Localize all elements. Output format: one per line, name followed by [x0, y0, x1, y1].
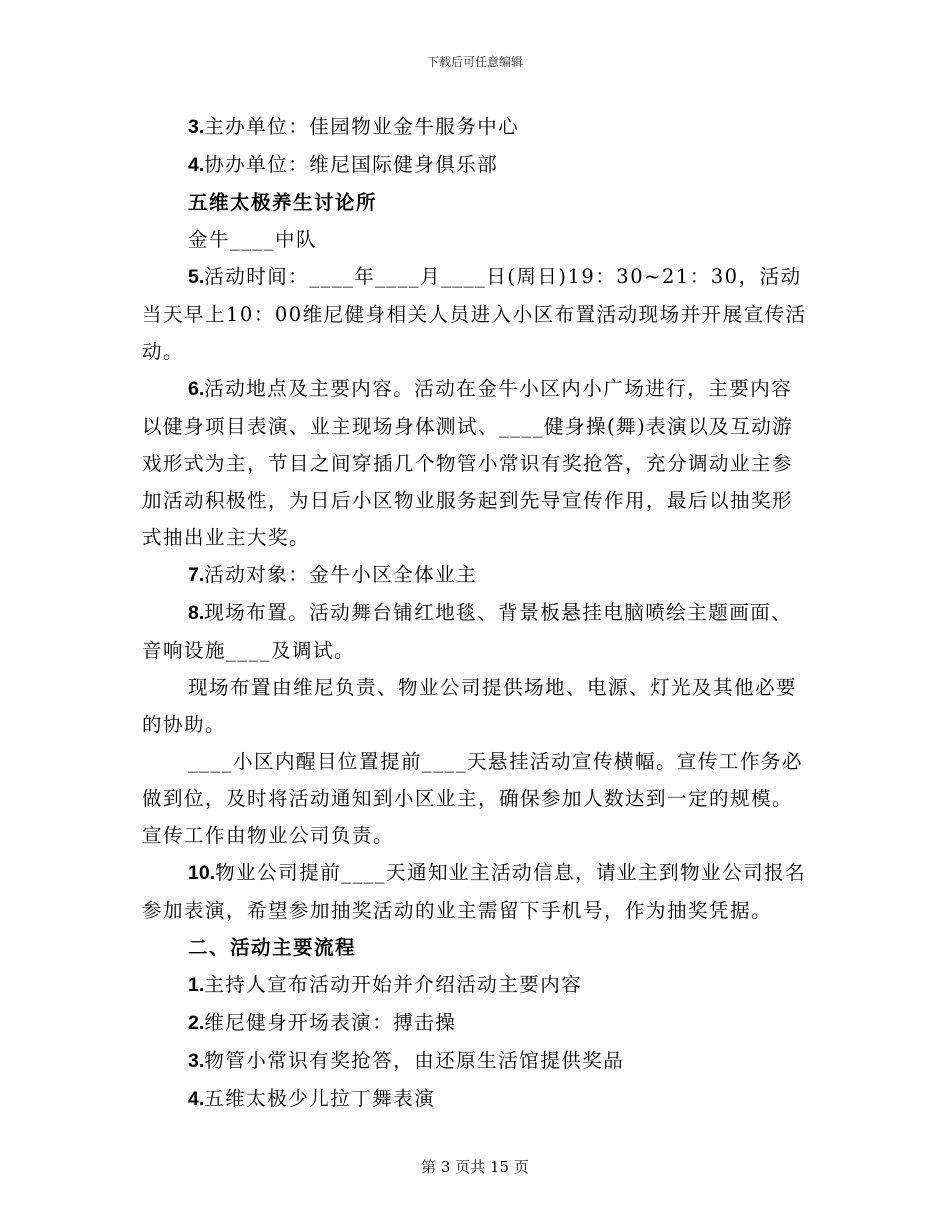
item-number: 6. [188, 378, 205, 400]
paragraph-text: 物管小常识有奖抢答，由还原生活馆提供奖品 [204, 1049, 625, 1072]
paragraph-co-host [142, 146, 810, 184]
paragraph-text: 活动对象：金牛小区全体业主 [204, 563, 478, 586]
paragraph-activity-target [142, 556, 810, 594]
item-number: 2. [188, 1012, 205, 1034]
item-number: 3. [188, 1050, 205, 1072]
item-number: 4. [188, 154, 205, 176]
paragraph-text: 维尼健身开场表演：搏击操 [204, 1011, 457, 1034]
heading-text: 二、活动主要流程 [188, 936, 357, 959]
process-step-2 [142, 1004, 810, 1042]
paragraph-text: 五维太极少儿拉丁舞表演 [204, 1087, 436, 1110]
paragraph-publicity [142, 743, 810, 854]
process-step-3 [142, 1042, 810, 1080]
paragraph-squad [142, 221, 810, 258]
paragraph-text: 物业公司提前____天通知业主活动信息，请业主到物业公司报名参加表演，希望参加抽奖活动的业主需留下手机号，作为抽奖凭据。 [142, 861, 807, 922]
item-number: 8. [188, 602, 205, 624]
section-heading-process [142, 929, 810, 966]
item-number: 4. [188, 1088, 205, 1110]
process-step-1 [142, 966, 810, 1004]
paragraph-text: 主持人宣布活动开始并介绍活动主要内容 [204, 973, 583, 996]
item-number: 10. [188, 862, 216, 884]
heading-text: 五维太极养生讨论所 [188, 191, 378, 214]
paragraph-text: ____小区内醒目位置提前____天悬挂活动宣传横幅。宣传工作务必做到位，及时将活动通知到小区业主，确保参加人数达到一定的规模。宣传工作由物业公司负责。 [142, 750, 804, 847]
item-number: 5. [188, 266, 205, 288]
section-heading-wuwei [142, 184, 810, 221]
paragraph-text: 现场布置。活动舞台铺红地毯、背景板悬挂电脑喷绘主题画面、音响设施____及调试。 [142, 601, 793, 662]
paragraph-activity-time [142, 258, 810, 370]
document-body [142, 108, 810, 1118]
paragraph-text: 金牛____中队 [188, 228, 318, 251]
paragraph-text: 活动地点及主要内容。活动在金牛小区内小广场进行，主要内容以健身项目表演、业主现场身体测试、____健身操(舞)表演以及互动游戏形式为主，节目之间穿插几个物管小常识有奖抢答，充分调动业主参加活动积极性，为日后小区物业服务起到先导宣传作用，最后以抽奖形式抽出业主大奖。 [142, 377, 794, 549]
process-step-4 [142, 1080, 810, 1118]
item-number: 3. [188, 116, 205, 138]
paragraph-site-layout [142, 594, 810, 669]
paragraph-text: 活动时间：____年____月____日(周日)19：30~21：30，活动当天早上10：00维尼健身相关人员进入小区布置活动现场并开展宣传活动。 [142, 265, 807, 363]
page-header-note: 下载后可任意编辑 [426, 55, 523, 69]
paragraph-text: 主办单位：佳园物业金牛服务中心 [204, 115, 520, 138]
paragraph-activity-location [142, 370, 810, 556]
paragraph-host [142, 108, 810, 146]
paragraph-notification [142, 854, 810, 929]
item-number: 7. [188, 564, 205, 586]
paragraph-text: 协办单位：维尼国际健身俱乐部 [204, 153, 499, 176]
item-number: 1. [188, 974, 205, 996]
paragraph-site-responsibility [142, 669, 810, 743]
paragraph-text: 现场布置由维尼负责、物业公司提供场地、电源、灯光及其他必要的协助。 [142, 676, 798, 736]
page-number-footer: 第 3 页共 15 页 [421, 1158, 529, 1176]
